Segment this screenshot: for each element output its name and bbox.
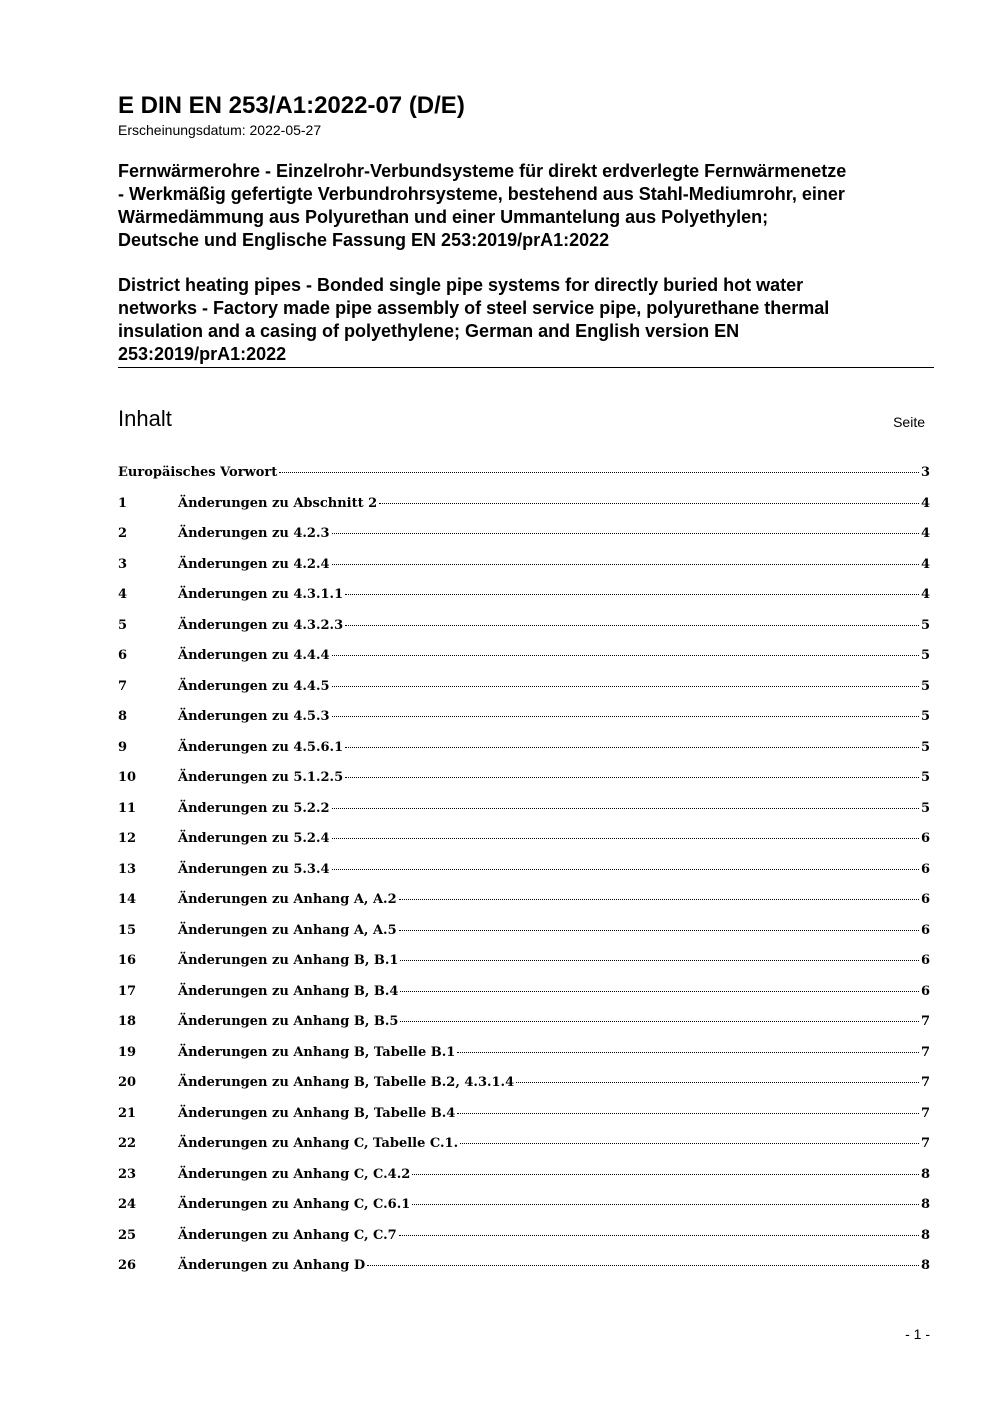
toc-entry-title: Änderungen zu Anhang A, A.5: [178, 922, 397, 938]
toc-dot-leader: [332, 655, 919, 656]
toc-entry-title: Änderungen zu Anhang B, B.1: [178, 953, 399, 968]
toc-entry[interactable]: [118, 889, 930, 920]
title-german: [118, 160, 936, 252]
toc-entry[interactable]: [118, 920, 930, 951]
toc-dot-leader: [332, 533, 919, 534]
toc-entry-number: 5: [118, 617, 128, 633]
toc-entry-title: Änderungen zu Anhang B, Tabelle B.1: [178, 1044, 456, 1060]
toc-dot-leader: [457, 1113, 919, 1114]
toc-entry[interactable]: [118, 1042, 930, 1073]
toc-dot-leader: [460, 1143, 919, 1144]
toc-entry-page: 7: [920, 1136, 930, 1151]
toc-entry-page: 5: [920, 709, 930, 724]
toc-entry-number: 6: [118, 648, 128, 663]
toc-entry[interactable]: [118, 1225, 930, 1256]
toc-entry-title: Änderungen zu 4.4.5: [178, 678, 330, 694]
toc-entry-page: 7: [920, 1044, 930, 1060]
toc-dot-leader: [412, 1204, 919, 1205]
toc-dot-leader: [399, 930, 919, 931]
toc-entry-number: 26: [118, 1258, 137, 1273]
toc-entry-page: 8: [920, 1227, 930, 1243]
toc-entry[interactable]: [118, 554, 930, 585]
toc-dot-leader: [400, 991, 919, 992]
toc-entry[interactable]: [118, 1133, 930, 1164]
publication-date: Erscheinungsdatum: 2022-05-27: [118, 122, 322, 138]
toc-entry-number: 24: [118, 1197, 137, 1212]
toc-entry[interactable]: [118, 645, 930, 676]
toc-dot-leader: [345, 625, 919, 626]
toc-entry-title: Änderungen zu 4.4.4: [178, 648, 330, 663]
title-english-line: District heating pipes - Bonded single pipe systems for directly buried hot water: [118, 275, 804, 295]
toc-entry-page: 6: [920, 892, 930, 907]
toc-entry[interactable]: [118, 1072, 930, 1103]
footer-page-number: - 1 -: [905, 1326, 930, 1342]
toc-dot-leader: [279, 472, 919, 473]
toc-entry-page: 6: [920, 861, 930, 877]
toc-entry-number: 22: [118, 1136, 137, 1151]
toc-entry[interactable]: [118, 462, 930, 493]
toc-entry-number: 21: [118, 1105, 137, 1121]
toc-dot-leader: [345, 747, 919, 748]
toc-entry-number: 12: [118, 831, 137, 846]
toc-entry[interactable]: [118, 1194, 930, 1225]
title-english-line: 253:2019/prA1:2022: [118, 344, 287, 364]
toc-entry-page: 8: [920, 1197, 930, 1212]
toc-entry-page: 7: [920, 1075, 930, 1090]
toc-entry-title: Änderungen zu 4.5.3: [178, 709, 330, 724]
toc-entry-number: 19: [118, 1044, 137, 1060]
toc-entry-title: Änderungen zu 5.2.4: [178, 831, 330, 846]
toc-entry-title: Änderungen zu Anhang A, A.2: [178, 892, 397, 907]
toc-entry-page: 5: [920, 739, 930, 755]
toc-entry-title: Änderungen zu 4.3.1.1: [178, 587, 344, 602]
toc-page-label: Seite: [893, 414, 925, 430]
toc-entry-title: Änderungen zu Anhang C, C.6.1: [178, 1197, 411, 1212]
toc-entry[interactable]: [118, 1103, 930, 1134]
toc-entry[interactable]: [118, 523, 930, 554]
toc-entry[interactable]: [118, 1255, 930, 1286]
toc-entry-number: 1: [118, 495, 128, 511]
toc-entry-number: 20: [118, 1075, 137, 1090]
title-divider: [118, 367, 934, 368]
toc-entry-number: 3: [118, 556, 128, 572]
toc-entry-page: 6: [920, 983, 930, 999]
toc-entry-number: 18: [118, 1014, 137, 1029]
toc-entry[interactable]: [118, 584, 930, 615]
toc-entry[interactable]: [118, 859, 930, 890]
toc-entry-page: 5: [920, 678, 930, 694]
toc-entry[interactable]: [118, 950, 930, 981]
toc-entry[interactable]: [118, 706, 930, 737]
toc-entry-number: 9: [118, 739, 128, 755]
toc-entry-title: Änderungen zu 4.5.6.1: [178, 739, 344, 755]
toc-dot-leader: [332, 686, 919, 687]
toc-entry-title: Änderungen zu Anhang B, Tabelle B.4: [178, 1105, 456, 1121]
toc-entry[interactable]: [118, 493, 930, 524]
toc-dot-leader: [516, 1082, 919, 1083]
toc-entry-number: 10: [118, 770, 137, 785]
toc-entry-page: 5: [920, 617, 930, 633]
toc-dot-leader: [457, 1052, 919, 1053]
toc-entry-page: 7: [920, 1105, 930, 1121]
toc-entry-number: 15: [118, 922, 137, 938]
toc-entry-title: Änderungen zu Anhang D: [178, 1258, 366, 1273]
toc-entry-number: 13: [118, 861, 137, 877]
toc-heading: Inhalt: [118, 406, 172, 431]
toc-entry-number: 16: [118, 953, 137, 968]
toc-entry-number: 23: [118, 1166, 137, 1182]
toc-entry-title: Änderungen zu 4.2.3: [178, 526, 330, 541]
toc-entry-page: 5: [920, 648, 930, 663]
toc-dot-leader: [400, 960, 919, 961]
table-of-contents: [118, 462, 930, 1286]
toc-entry-page: 4: [920, 495, 930, 511]
toc-dot-leader: [412, 1174, 919, 1175]
toc-entry-title: Änderungen zu Anhang C, C.4.2: [178, 1166, 411, 1182]
toc-entry-number: 17: [118, 983, 137, 999]
toc-entry-number: 14: [118, 892, 137, 907]
title-german-line: Deutsche und Englische Fassung EN 253:2019/prA1:2022: [118, 230, 610, 250]
toc-dot-leader: [332, 564, 919, 565]
toc-dot-leader: [332, 869, 919, 870]
toc-entry[interactable]: [118, 615, 930, 646]
toc-entry-title: Änderungen zu Anhang B, B.5: [178, 1014, 399, 1029]
toc-entry-title: Änderungen zu 4.2.4: [178, 556, 330, 572]
title-german-line: Wärmedämmung aus Polyurethan und einer Ummantelung aus Polyethylen;: [118, 207, 769, 227]
toc-entry-page: 5: [920, 770, 930, 785]
toc-entry-title: Europäisches Vorwort: [118, 465, 278, 480]
toc-dot-leader: [399, 1235, 919, 1236]
toc-entry-title: Änderungen zu Abschnitt 2: [178, 495, 378, 511]
toc-entry-title: Änderungen zu Anhang B, B.4: [178, 983, 399, 999]
toc-entry-number: 25: [118, 1227, 137, 1243]
toc-dot-leader: [332, 808, 919, 809]
toc-entry-number: 8: [118, 709, 128, 724]
document-id: E DIN EN 253/A1:2022-07 (D/E): [118, 92, 465, 119]
title-english-line: insulation and a casing of polyethylene; German and English version EN: [118, 321, 740, 341]
toc-dot-leader: [332, 716, 919, 717]
toc-entry[interactable]: [118, 1011, 930, 1042]
toc-entry-title: Änderungen zu Anhang C, Tabelle C.1.: [178, 1136, 459, 1151]
toc-entry-page: 6: [920, 922, 930, 938]
toc-entry-title: Änderungen zu 5.3.4: [178, 861, 330, 877]
toc-entry-title: Änderungen zu Anhang C, C.7: [178, 1227, 397, 1243]
toc-entry-number: 4: [118, 587, 128, 602]
toc-entry-number: 11: [118, 800, 137, 816]
toc-entry-number: 2: [118, 526, 128, 541]
toc-dot-leader: [399, 899, 919, 900]
title-english: [118, 274, 936, 366]
toc-entry-page: 8: [920, 1258, 930, 1273]
toc-entry[interactable]: [118, 828, 930, 859]
toc-entry-title: Änderungen zu 5.2.2: [178, 800, 330, 816]
toc-entry-page: 7: [920, 1014, 930, 1029]
toc-entry-page: 5: [920, 800, 930, 816]
toc-dot-leader: [379, 503, 919, 504]
toc-entry[interactable]: [118, 767, 930, 798]
toc-entry-title: Änderungen zu 5.1.2.5: [178, 770, 344, 785]
toc-entry-page: 6: [920, 831, 930, 846]
toc-entry-page: 8: [920, 1166, 930, 1182]
toc-dot-leader: [400, 1021, 919, 1022]
toc-entry-page: 6: [920, 953, 930, 968]
toc-dot-leader: [332, 838, 919, 839]
toc-entry-page: 4: [920, 526, 930, 541]
toc-entry[interactable]: [118, 981, 930, 1012]
toc-dot-leader: [345, 594, 919, 595]
toc-entry-title: Änderungen zu Anhang B, Tabelle B.2, 4.3.1.4: [178, 1075, 515, 1090]
toc-dot-leader: [345, 777, 919, 778]
toc-entry[interactable]: [118, 798, 930, 829]
toc-entry[interactable]: [118, 676, 930, 707]
title-german-line: Fernwärmerohre - Einzelrohr-Verbundsysteme für direkt erdverlegte Fernwärmenetze: [118, 161, 847, 181]
title-german-line: - Werkmäßig gefertigte Verbundrohrsysteme, bestehend aus Stahl-Mediumrohr, einer: [118, 184, 845, 204]
toc-dot-leader: [367, 1265, 919, 1266]
toc-entry[interactable]: [118, 1164, 930, 1195]
title-english-line: networks - Factory made pipe assembly of steel service pipe, polyurethane thermal: [118, 298, 830, 318]
toc-entry-page: 3: [920, 465, 930, 480]
toc-entry[interactable]: [118, 737, 930, 768]
toc-entry-number: 7: [118, 678, 128, 694]
toc-entry-title: Änderungen zu 4.3.2.3: [178, 617, 344, 633]
toc-entry-page: 4: [920, 587, 930, 602]
toc-entry-page: 4: [920, 556, 930, 572]
